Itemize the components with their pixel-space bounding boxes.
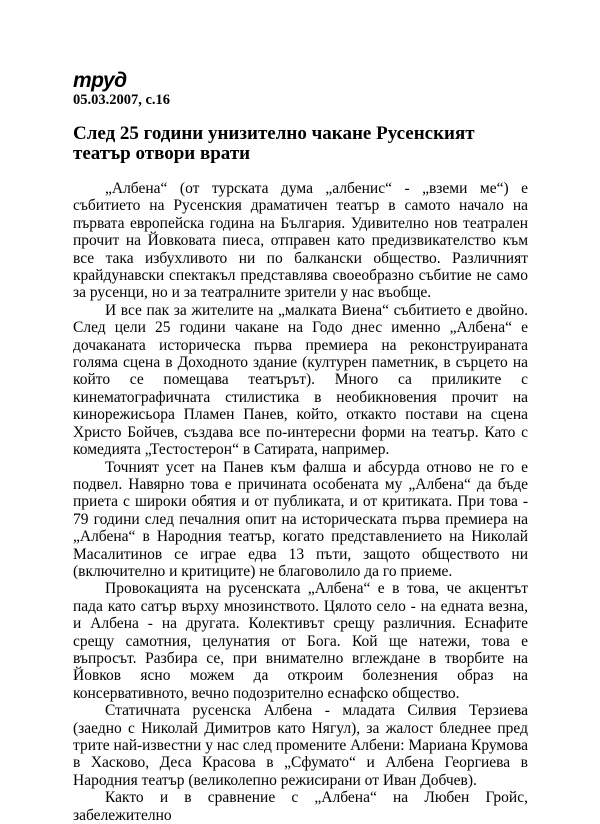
issue-date: 05.03.2007, с.16 bbox=[73, 92, 171, 108]
article-paragraph: „Албена“ (от турската дума „албенис“ - „вземи ме“) е събитието на Русенския драматичен театър в самото начало на първата европейска година на България. Удивително нов театрален прочит на Йовковата пиеса, отправен като предизвикателство към все така избухливото ни по балкански общество. Различният крайдунавски спектакъл представлява своеобразно събитие не само за русенци, но и за театралните зрители у нас въобще. bbox=[73, 180, 528, 302]
article-paragraph: Статичната русенска Албена - младата Силвия Терзиева (заедно с Николай Димитров като Нягул), за жалост бледнее пред трите най-известни у нас след промените Албени: Мариана Крумова в Хасково, Деса Красова в „Сфумато“ и Албена Георгиева в Народния театър (великолепно режисирани от Иван Добчев). bbox=[73, 702, 528, 789]
newspaper-logo: труд bbox=[73, 69, 127, 92]
article-paragraph: Провокацията на русенската „Албена“ е в това, че акцентът пада като сатър върху мнозинството. Цялото село - на едната везна, и Албена - на другата. Колективът срещу различния. Еснафите срещу самотния, целунатия от Бога. Кой ще натежи, това е въпросът. Разбира се, при внимателно вглеждане в творбите на Йовков ясно можем да откроим болезнения образ на консервативното, вечно подозрително еснафско общество. bbox=[73, 580, 528, 702]
article-paragraph: Точният усет на Панев към фалша и абсурда отново не го е подвел. Навярно това е причината особената му „Албена“ да бъде приета с широки обятия и от публиката, и от критиката. При това - 79 години след печалния опит на историческата първа премиера на „Албена“ в Народния театър, когато представлението на Николай Масалитинов се играе едва 13 пъти, защото обществото ни (включително и критиците) не благоволило да го приеме. bbox=[73, 458, 528, 580]
article-body bbox=[73, 180, 528, 824]
article-headline: След 25 години унизително чакане Русенският театър отвори врати bbox=[73, 123, 475, 164]
article-paragraph: И все пак за жителите на „малката Виена“ събитието е двойно. След цели 25 години чакане на Годо днес именно „Албена“ е дочаканата историческа първа премиера на реконструираната голяма сцена в Доходното здание (културен паметник, в сърцето на който се помещава театърът). Много са приликите с кинематографичната стилистика в необикновения прочит на кинорежисьора Пламен Панев, който, откакто постави на сцена Христо Бойчев, създава все по-интересни форми на театър. Като с комедията „Тестостерон“ в Сатирата, например. bbox=[73, 301, 528, 459]
masthead bbox=[73, 70, 170, 108]
article-paragraph: Както и в сравнение с „Албена“ на Любен Гройс, забележително bbox=[73, 789, 528, 824]
